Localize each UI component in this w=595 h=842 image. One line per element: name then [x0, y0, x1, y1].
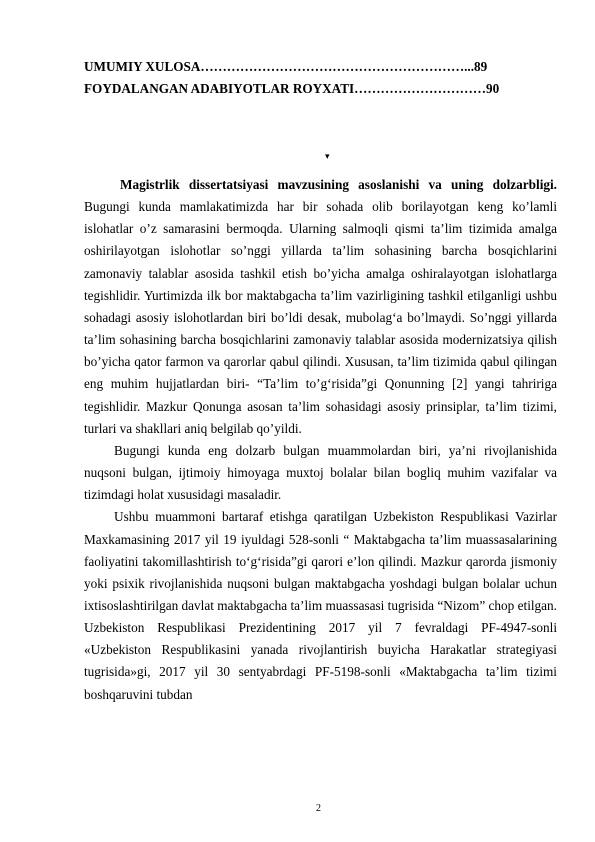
- body-text: [84, 174, 557, 706]
- paragraph: Bugungi kunda eng dolzarb bulgan muammolardan biri, ya’ni rivojlanishida nuqsoni bulgan, ijtimoiy himoyaga muxtoj bolalar bilan bogliq muhim vazifalar va tizimdagi holat xususidagi masaladir.: [84, 442, 557, 503]
- toc-entry-leader: …………………………: [354, 81, 486, 96]
- toc-entry-title: FOYDALANGAN ADABIYOTLAR ROYXATI: [84, 81, 355, 96]
- toc-entry-leader: ……………………………………………………...: [200, 59, 475, 74]
- table-of-contents: [84, 56, 544, 100]
- toc-entry-conclusion[interactable]: [84, 56, 544, 78]
- intro-paragraph: [84, 174, 557, 440]
- paragraph: Ushbu muammoni bartaraf etishga qaratilgan Uzbekiston Respublikasi Vazirlar Maxkamasining 2017 yil 19 iyuldagi 528-sonli “ Maktabgacha ta’lim muassasalarining faoliyatini takomillashtirish to‘g‘risida”gi qarori e’lon qilindi. Mazkur qarorda jismoniy yoki psixik rivojlanishida nuqsoni bulgan maktabgacha yoshdagi bulgan bolalar uchun ixtisoslashtirilgan davlat maktabgacha ta’lim muassasasi tugrisida “Nizom” chop etilgan. Uzbekiston Respublikasi Prezidentining 2017 yil 7 fevraldagi PF-4947-sonli «Uzbekiston Respublikasini yanada rivojlantirish buyicha Harakatlar strategiyasi tugrisida»gi, 2017 yil 30 sentyabrdagi PF-5198-sonli «Maktabgacha ta’lim tizimi boshqaruvini tubdan: [84, 509, 557, 702]
- page-number: 2: [316, 803, 321, 814]
- toc-entry-references[interactable]: [84, 78, 544, 100]
- toc-entry-title: UMUMIY XULOSA: [84, 59, 201, 74]
- paragraph-text: Bugungi kunda mamlakatimizda har bir sohada olib borilayotgan keng ko’lamli islohatlar o’z samarasini bermoqda. Ularning salmoqli qismi ta’lim tizimida amalga oshirilayotgan islohotlar so’nggi yillarda ta’lim sohasining barcha bosqichlarini zamonaviy talablar asosida tashkil etish bo’yicha amalga oshiralayotgan islohatlarga tegishlidir. Yurtimizda ilk bor maktabgacha ta’lim vazirligining tashkil etilganligi ushbu sohadagi asosiy islohotlardan biri bo’ldi desak, mubolag‘a bo’lmaydi. So’nggi yillarda ta’lim sohasining barcha bosqichlarini zamonaviy talablar asosida modernizatsiya qilish bo’yicha qator farmon va qarorlar qabul qilindi. Xususan, ta’lim tizimida qabul qilingan eng muhim hujjatlardan biri- “Ta’lim to’g‘risida”gi Qonunning [2] yangi tahririga tegishlidir. Mazkur Qonunga asosan ta’lim sohasidagi asosiy prinsiplar, ta’lim tizimi, turlari va shakllari aniq belgilab qo’yildi.: [84, 199, 557, 436]
- section-heading: Magistrlik dissertatsiyasi mavzusining asoslanishi va uning dolzarbligi.: [120, 177, 557, 192]
- toc-entry-page: 90: [486, 81, 500, 96]
- toc-entry-page: 89: [474, 59, 488, 74]
- section-marker: ▾: [325, 151, 330, 161]
